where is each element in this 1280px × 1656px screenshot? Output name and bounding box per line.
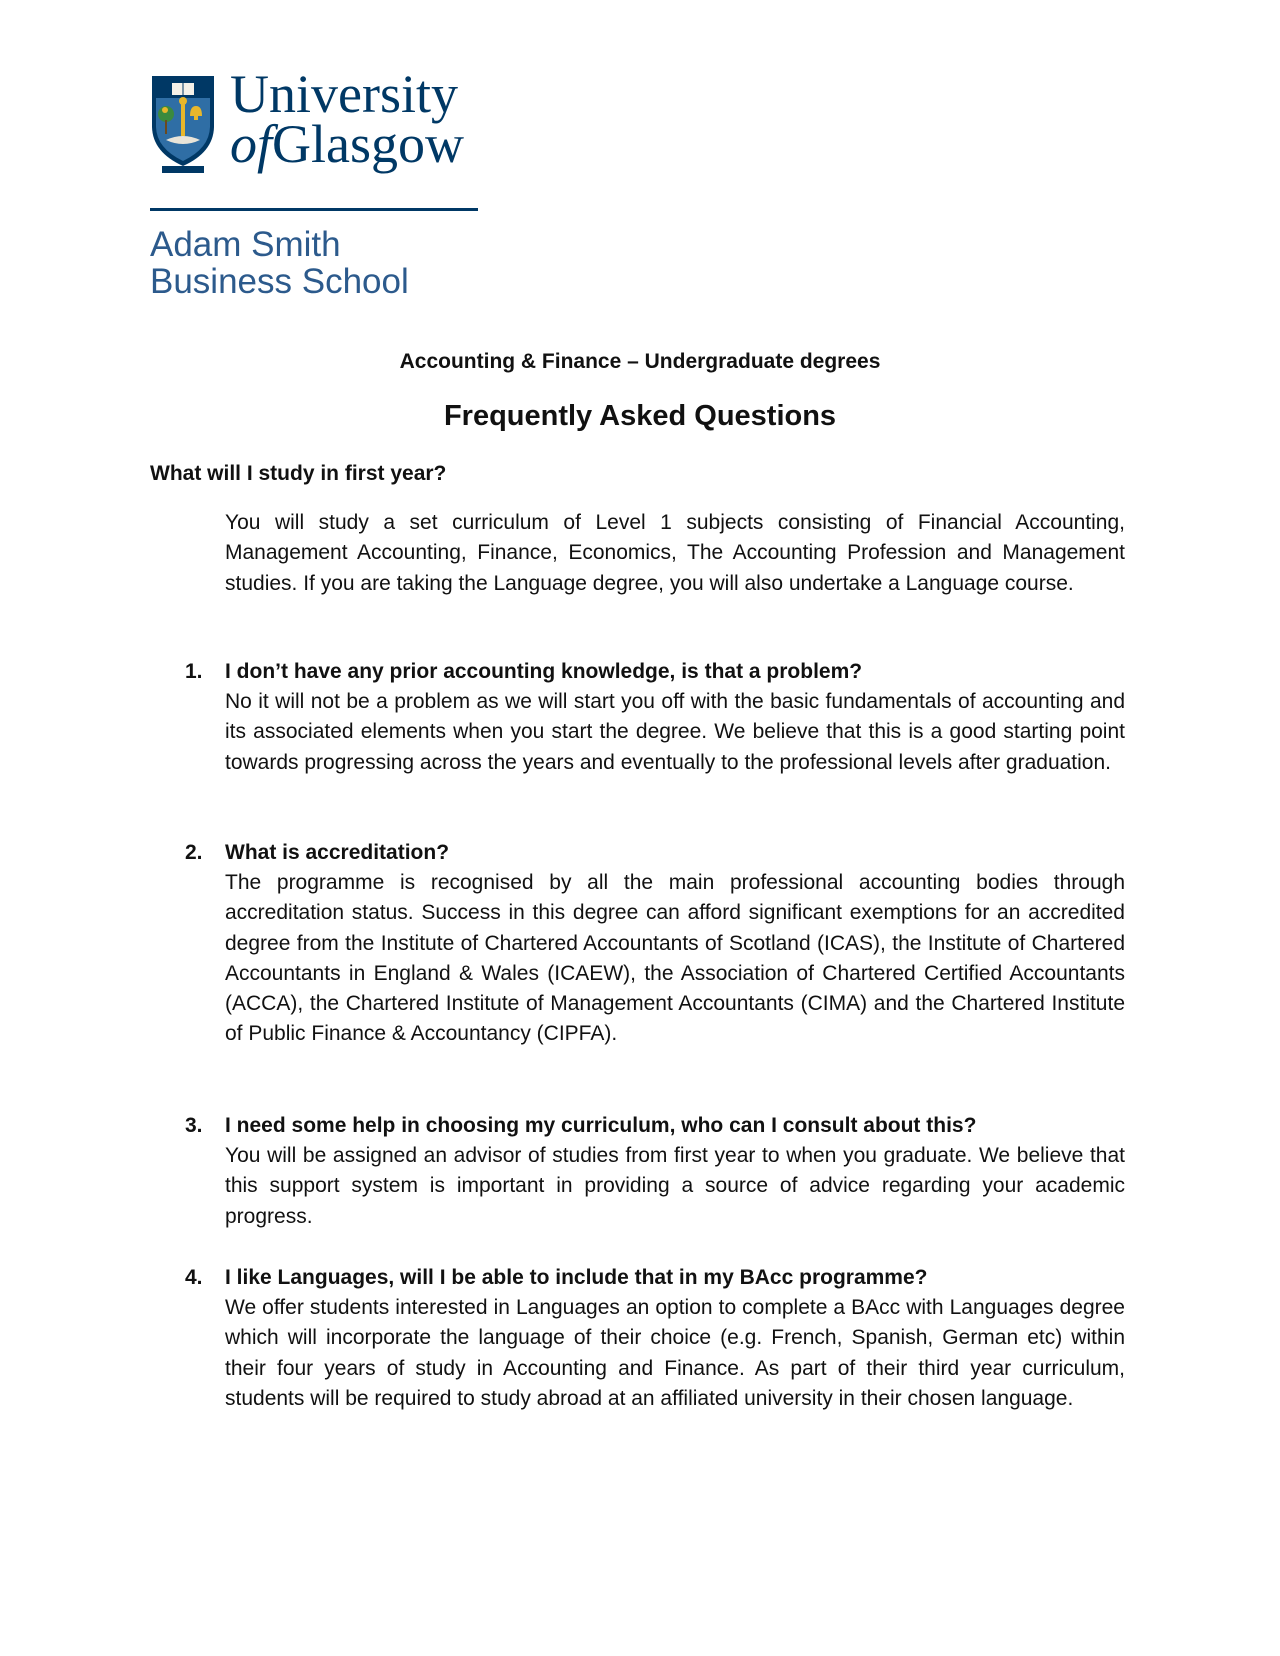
logo-divider xyxy=(150,208,478,211)
school-name-line2: Business School xyxy=(150,262,409,301)
university-name-line2 xyxy=(230,114,464,174)
university-crest-icon xyxy=(150,74,216,174)
school-name xyxy=(150,226,409,300)
university-logo xyxy=(150,64,480,301)
faq-answer: No it will not be a problem as we will start you off with the basic fundamentals of accounting and its associated elements when you start the degree. We believe that this is a good starting point towards progressing across the years and eventually to the professional levels after graduation. xyxy=(225,690,1125,774)
faq-answer: The programme is recognised by all the main professional accounting bodies through accreditation status. Success in this degree can afford significant exemptions for an accredited degree from the Institute of Chartered Accountants of Scotland (ICAS), the Institute of Chartered Accountants in England & Wales (ICAEW), the Association of Chartered Certified Accountants (ACCA), the Chartered Institute of Management Accountants (CIMA) and the Chartered Institute of Public Finance & Accountancy (CIPFA). xyxy=(225,871,1125,1046)
intro-question: What will I study in first year? xyxy=(150,462,447,485)
faq-question: I don’t have any prior accounting knowledge, is that a problem? xyxy=(225,660,863,683)
university-name-line1: University xyxy=(230,64,458,124)
faq-number: 2. xyxy=(185,841,203,864)
faq-answer: You will be assigned an advisor of studies from first year to when you graduate. We believe that this support system is important in providing a source of advice regarding your academic progress. xyxy=(225,1144,1125,1228)
faq-number: 1. xyxy=(185,660,203,683)
page-title: Frequently Asked Questions xyxy=(443,400,837,432)
faq-question: I like Languages, will I be able to include that in my BAcc programme? xyxy=(225,1266,928,1289)
intro-answer: You will study a set curriculum of Level 1 subjects consisting of Financial Accounting, Management Accounting, Finance, Economics, The Accounting Profession and Management studies. If you are taking the Language degree, you will also undertake a Language course. xyxy=(225,511,1125,595)
document-subtitle: Accounting & Finance – Undergraduate degrees xyxy=(399,350,881,373)
university-name-of: of xyxy=(230,114,273,174)
faq-answer: We offer students interested in Languages an option to complete a BAcc with Languages degree which will incorporate the language of their choice (e.g. French, Spanish, German etc) within their four years of study in Accounting and Finance. As part of their third year curriculum, students will be required to study abroad at an affiliated university in their chosen language. xyxy=(225,1296,1125,1410)
faq-number: 3. xyxy=(185,1114,203,1137)
faq-question: I need some help in choosing my curriculum, who can I consult about this? xyxy=(225,1114,977,1137)
university-name-glasgow: Glasgow xyxy=(272,114,464,174)
faq-number: 4. xyxy=(185,1266,203,1289)
school-name-line1: Adam Smith xyxy=(150,225,341,264)
faq-question: What is accreditation? xyxy=(225,841,450,864)
